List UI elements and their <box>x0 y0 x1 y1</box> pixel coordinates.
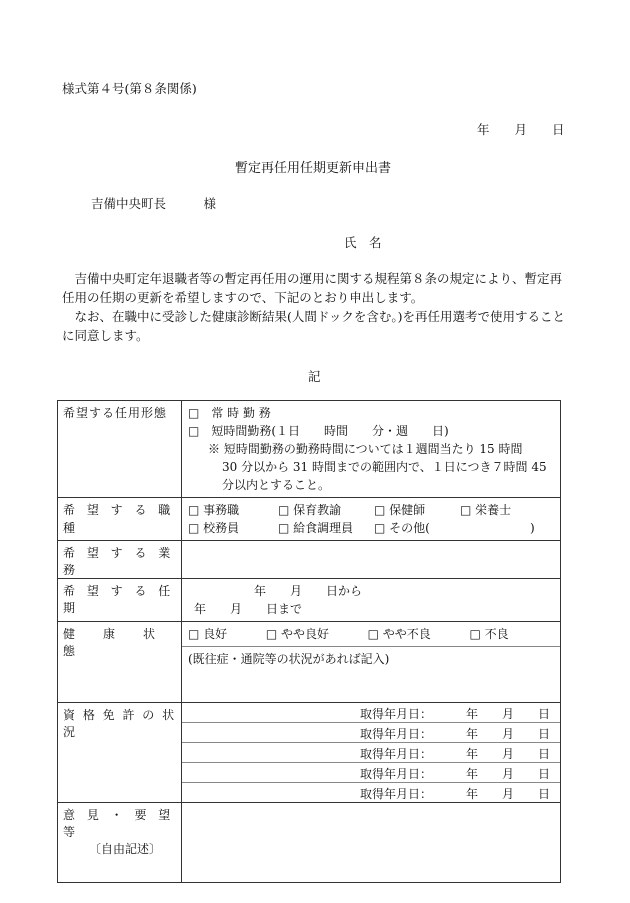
label-opinion: 意 見 ・ 要 望 等 〔自由記述〕 <box>58 803 182 883</box>
label-health: 健 康 状 態 <box>58 622 182 703</box>
option-dietitian[interactable]: □ 栄養士 <box>460 503 512 517</box>
option-health-slightly-poor[interactable]: □ やや不良 <box>367 627 431 641</box>
paragraph-consent: なお、在職中に受診した健康診断結果(人間ドックを含む。)を再任用選考で使用することに同意します。 <box>62 309 566 343</box>
health-note-hint: (既往症・通院等の状況があれば記入) <box>188 652 390 666</box>
license-line-1[interactable]: 取得年月日： 年 月 日 <box>182 703 560 723</box>
label-employment: 希望する任用形態 <box>58 401 182 498</box>
row-employment <box>58 401 561 498</box>
ki-label: 記 <box>308 369 321 384</box>
label-duty: 希 望 す る 業 務 <box>58 541 182 579</box>
license-line-5[interactable]: 取得年月日： 年 月 日 <box>360 787 550 801</box>
health-notes-area[interactable] <box>182 646 560 702</box>
term-field[interactable] <box>182 579 561 622</box>
label-job-type: 希 望 す る 職 種 <box>58 498 182 541</box>
term-from: 年 月 日から <box>254 584 363 598</box>
name-label: 氏 名 <box>344 235 382 250</box>
parttime-note-2: 30 分以から 31 時間までの範囲内で、１日につき７時間 45 <box>222 460 547 474</box>
license-list <box>182 703 561 803</box>
option-health-poor[interactable]: □ 不良 <box>469 627 509 641</box>
row-duty <box>58 541 561 579</box>
duty-field[interactable] <box>182 541 561 579</box>
label-term: 希 望 す る 任 期 <box>58 579 182 622</box>
option-office-worker[interactable]: □ 事務職 <box>188 503 240 517</box>
option-childcare-teacher[interactable]: □ 保育教諭 <box>278 503 342 517</box>
body-paragraphs <box>62 269 572 345</box>
row-job-type <box>58 498 561 541</box>
form-number: 様式第４号(第８条関係) <box>62 81 197 96</box>
term-to: 年 月 日まで <box>194 602 303 616</box>
row-term <box>58 579 561 622</box>
employment-options[interactable] <box>182 401 561 498</box>
row-license <box>58 703 561 803</box>
health-field[interactable] <box>182 622 561 703</box>
option-other[interactable]: □ その他( <box>374 521 430 535</box>
date-line: 年 月 日 <box>477 122 565 137</box>
opinion-field[interactable] <box>182 803 561 883</box>
option-parttime[interactable]: □ 短時間勤務(１日 時間 分・週 日) <box>188 424 449 438</box>
option-public-health-nurse[interactable]: □ 保健師 <box>374 503 426 517</box>
paragraph-regulation: 吉備中央町定年退職者等の暫定再任用の運用に関する規程第８条の規定により、暫定再任用の任期の更新を希望しますので、下記のとおり申出します。 <box>62 271 563 305</box>
row-opinion <box>58 803 561 883</box>
row-health <box>58 622 561 703</box>
license-line-4[interactable]: 取得年月日： 年 月 日 <box>182 763 560 783</box>
option-janitor[interactable]: □ 校務員 <box>188 521 240 535</box>
label-license: 資 格 免 許 の 状 況 <box>58 703 182 803</box>
option-other-close: ) <box>530 521 535 535</box>
option-health-fair[interactable]: □ やや良好 <box>265 627 329 641</box>
document-title: 暫定再任用任期更新申出書 <box>235 161 392 176</box>
option-health-good[interactable]: □ 良好 <box>188 627 228 641</box>
license-line-3[interactable]: 取得年月日： 年 月 日 <box>182 743 560 763</box>
parttime-note-3: 分以内とすること。 <box>222 478 331 492</box>
option-fulltime[interactable]: □ 常 時 勤 務 <box>188 406 271 420</box>
parttime-note-1: ※ 短時間勤務の勤務時間については１週間当たり 15 時間 <box>208 442 523 456</box>
addressee: 吉備中央町長 様 <box>91 196 217 211</box>
license-line-2[interactable]: 取得年月日： 年 月 日 <box>182 723 560 743</box>
application-form-table <box>57 400 561 883</box>
job-type-options[interactable] <box>182 498 561 541</box>
option-school-cook[interactable]: □ 給食調理員 <box>278 521 354 535</box>
